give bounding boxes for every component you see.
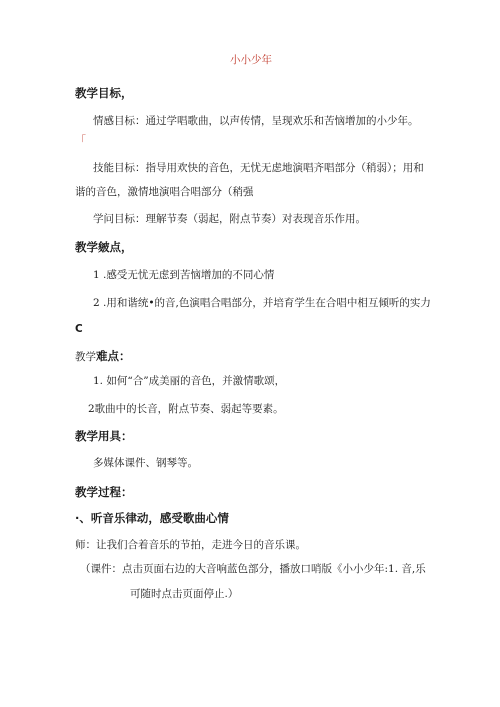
key-points-heading: 教学皴点， — [75, 240, 133, 254]
teacher-line: 师：让我们合着音乐的节拍，走进今日的音乐课。 — [75, 539, 306, 551]
goals-heading: 教学目标， — [75, 86, 133, 100]
key-point-2-tail: C — [75, 323, 83, 335]
stray-mark: 「 — [75, 134, 86, 147]
difficulty-heading-bold: 难点： — [96, 349, 131, 363]
courseware-line2: 可随时点击页面停止.） — [130, 588, 239, 600]
difficulty-heading — [75, 349, 131, 364]
step1-heading: ·、听音乐律动，感受歌曲心情 — [75, 511, 229, 525]
goal-emotion: 情感目标：通过学唱歌曲，以声传情，呈现欢乐和苦恼增加的小少年。 — [93, 115, 419, 127]
key-point-1: 1 .感受无忧无虑到苦恼增加的不同心情 — [93, 269, 275, 281]
goal-knowledge: 学问目标：理解节奏（弱起，附点节奏）对表现音乐作用。 — [93, 213, 366, 225]
tools-heading: 教学用具： — [75, 429, 133, 443]
courseware-line1: （课件：点击页面右边的大音响蓝色部分，播放口哨版《小小少年:1. 音,乐 — [80, 563, 426, 575]
difficulty-heading-prefix: 教学 — [75, 351, 96, 363]
tools-text: 多媒体课件、钢琴等。 — [93, 457, 198, 469]
difficulty-2: 2歌曲中的长音，附点节奏、弱起等要素。 — [88, 403, 284, 415]
difficulty-1: 1. 如何“合”成美丽的音色，并激情歌颂， — [93, 375, 286, 387]
key-point-2: 2 .用和谐统•的音,色演唱合唱部分，并培育学生在合唱中相互倾听的实力 — [93, 297, 431, 309]
process-heading: 教学过程： — [75, 485, 133, 499]
goal-skill-line1: 技能目标：指导用欢快的音色，无忧无虑地演唱齐唱部分（稍弱）；用和 — [93, 162, 424, 174]
goal-skill-line2: 谐的音色，激情地演唱合唱部分（稍强 — [75, 186, 254, 198]
document-title: 小小少年 — [230, 54, 272, 66]
